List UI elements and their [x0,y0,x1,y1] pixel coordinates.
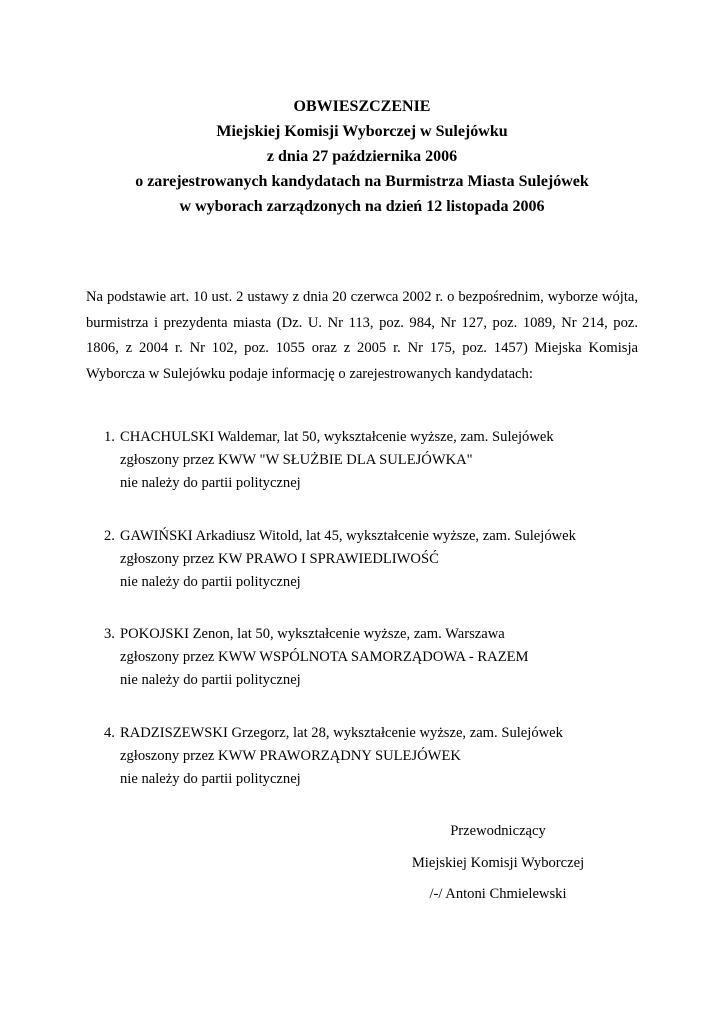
signature-name: /-/ Antoni Chmielewski [429,886,567,902]
list-item [104,525,624,624]
heading-issuer: Miejskiej Komisji Wyborczej w Sulejówku [216,123,508,140]
list-item [104,722,624,821]
list-item [104,426,624,525]
heading-subject: o zarejestrowanych kandydatach na Burmistrza Miasta Sulejówek [135,173,589,190]
candidate-committee-line: zgłoszony przez KW PRAWO I SPRAWIEDLIWOŚĆ [120,550,439,567]
list-item-number: 1. [104,429,115,445]
candidate-party-line: nie należy do partii politycznej [120,475,301,491]
signature-title: Przewodniczący [450,823,546,839]
candidate-list [104,426,624,820]
heading-date: z dnia 27 października 2006 [266,148,458,165]
list-item-number: 2. [104,527,115,544]
candidate-name-line: RADZISZEWSKI Grzegorz, lat 28, wykształcenie wyższe, zam. Sulejówek [120,724,563,741]
candidate-name-line: POKOJSKI Zenon, lat 50, wykształcenie wyższe, zam. Warszawa [120,626,505,642]
list-item [104,623,624,722]
list-item-number: 3. [104,626,115,642]
candidate-committee-line: zgłoszony przez KWW WSPÓLNOTA SAMORZĄDOWA - RAZEM [120,649,529,665]
candidate-party-line: nie należy do partii politycznej [120,573,301,590]
heading-election: w wyborach zarządzonych na dzień 12 listopada 2006 [179,198,545,215]
signature-body: Miejskiej Komisji Wyborczej [411,854,585,871]
candidate-committee-line: zgłoszony przez KWW PRAWORZĄDNY SULEJÓWEK [120,747,461,764]
intro-paragraph: Na podstawie art. 10 ust. 2 ustawy z dnia 20 czerwca 2002 r. o bezpośrednim, wyborze wójta, burmistrza i prezydenta miasta (Dz. U. Nr 113, poz. 984, Nr 127, poz. 1089, Nr 214, poz. 1806, z 2004 r. Nr 102, poz. 1055 oraz z 2005 r. Nr 175, poz. 1457) Miejska Komisja Wyborcza w Sulejówku podaje informację o zarejestrowanych kandydatach: [86,289,638,382]
candidate-committee-line: zgłoszony przez KWW "W SŁUŻBIE DLA SULEJÓWKA" [120,452,473,468]
list-item-number: 4. [104,724,115,741]
heading-title: OBWIESZCZENIE [293,98,431,115]
candidate-party-line: nie należy do partii politycznej [120,672,301,688]
candidate-party-line: nie należy do partii politycznej [120,770,301,787]
candidate-name-line: GAWIŃSKI Arkadiusz Witold, lat 45, wykształcenie wyższe, zam. Sulejówek [120,527,576,544]
document-heading [0,94,724,219]
signature-block [380,820,616,915]
candidate-name-line: CHACHULSKI Waldemar, lat 50, wykształcenie wyższe, zam. Sulejówek [120,429,554,445]
